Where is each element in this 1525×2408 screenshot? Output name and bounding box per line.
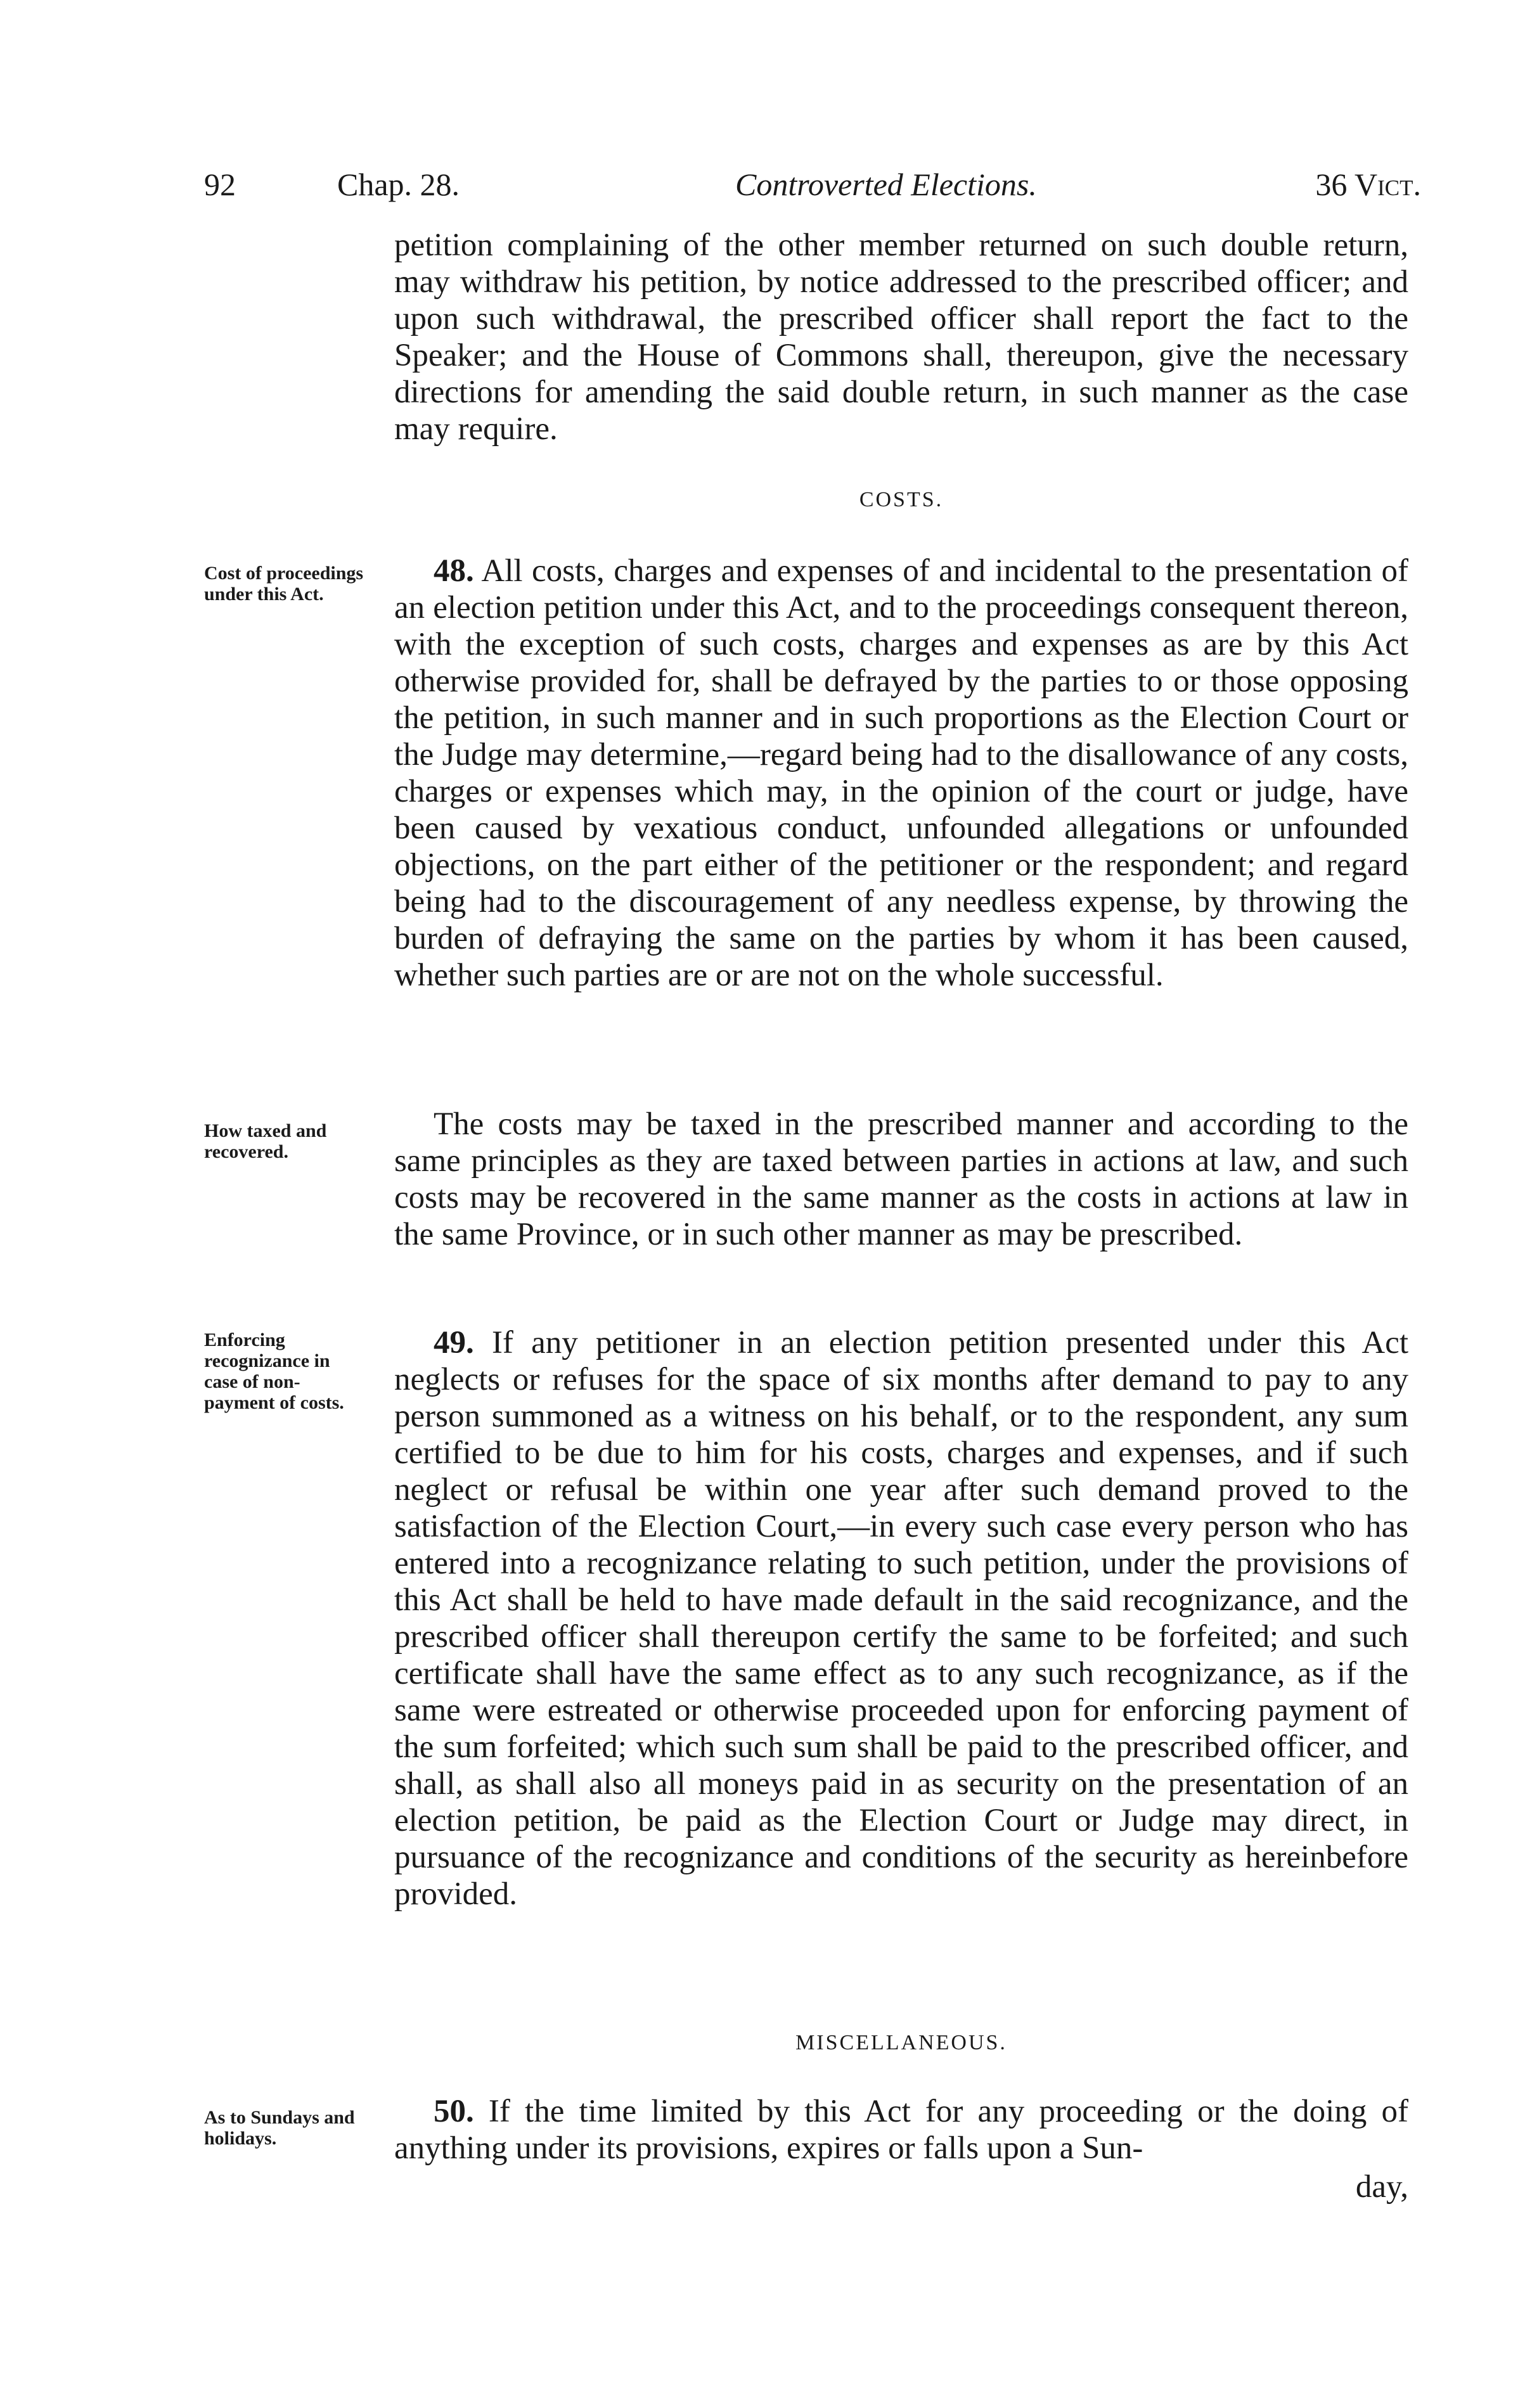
heading-costs: COSTS. [859,488,944,511]
section-49-number: 49. [434,1325,474,1361]
costs-taxed-paragraph: The costs may be taxed in the prescribed manner and according to the same principles as they are taxed between parties in actions at law, and such costs may be recovered in the same manner as the costs in actions at law in the same Province, or in such other manner as may be prescribed. [394,1106,1408,1252]
page-number: 92 [204,167,236,202]
section-48-number: 48. [434,553,474,589]
margin-note-section-48: Cost of proceedings under this Act. [204,563,364,605]
section-49-paragraph [394,1324,1408,1912]
section-48-text: All costs, charges and expenses of and incidental to the presentation of an election petition under this Act, and to the proceedings consequent thereon, with the exception of such costs, charges and expenses as are by this Act otherwise provided for, shall be defrayed by the parties to or those opposing the petition, in such manner and in such proportions as the Election Court or the Judge may determine,—regard being had to the disallowance of any costs, charges or expenses which may, in the opinion of the court or judge, have been caused by vexatious conduct, unfounded allegations or unfounded objections, on the part either of the petitioner or the respondent; and regard being had to the discouragement of any needless expense, by throwing the burden of defraying the same on the parties by whom it has been caused, whether such parties are or are not on the whole successful. [394,553,1408,993]
heading-miscellaneous: MISCELLANEOUS. [795,2031,1007,2054]
margin-note-section-49: Enforcing recognizance in case of non-payment of costs. [204,1329,344,1413]
section-50-number: 50. [434,2094,474,2129]
margin-note-section-50: As to Sundays and holidays. [204,2107,355,2149]
running-title: Controverted Elections. [735,167,1037,202]
chapter-label: Chap. 28. [337,167,460,202]
section-50-paragraph [394,2093,1408,2167]
regnal-year: 36 Vict. [1315,167,1421,202]
catchword: day, [1355,2169,1408,2205]
section-50-text: If the time limited by this Act for any proceeding or the doing of anything under its provisions, expires or falls upon a Sun- [394,2094,1408,2166]
running-header [204,166,1421,207]
section-48-paragraph [394,553,1408,994]
margin-note-how-taxed: How taxed and recovered. [204,1120,327,1162]
continuation-paragraph: petition complaining of the other member returned on such double return, may withdraw his petition, by notice addressed to the prescribed officer; and upon such withdrawal, the prescribed officer shall report the fact to the Speaker; and the House of Commons shall, thereupon, give the necessary directions for amending the said double return, in such manner as the case may require. [394,227,1408,447]
section-49-text: If any petitioner in an election petition presented under this Act neglects or refuses for the space of six months after demand to pay to any person summoned as a witness on his behalf, or to the respondent, any sum certified to be due to him for his costs, charges and expenses, and if such neglect or refusal be within one year after such demand proved to the satisfaction of the Election Court,—in every such case every person who has entered into a recognizance relating to such petition, under the provisions of this Act shall be held to have made default in the said recognizance, and the prescribed officer shall thereupon certify the same to be forfeited; and such certificate shall have the same effect as to any such recognizance, as if the same were estreated or otherwise proceeded upon for enforcing payment of the sum forfeited; which such sum shall be paid to the prescribed officer, and shall, as shall also all moneys paid in as security on the presentation of an election petition, be paid as the Election Court or Judge may direct, in pursuance of the recognizance and conditions of the security as hereinbefore provided. [394,1325,1408,1912]
